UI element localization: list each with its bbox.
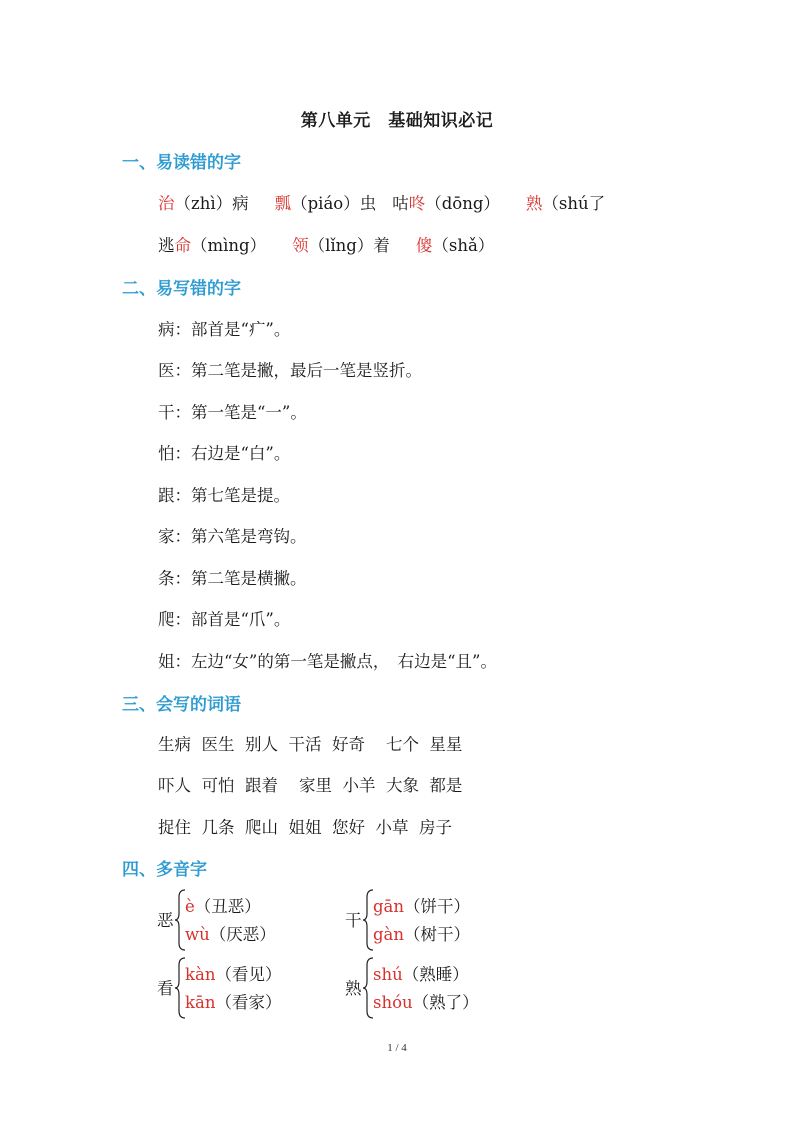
example-word: （看见） bbox=[215, 965, 282, 984]
reading-char: 领 bbox=[292, 236, 309, 255]
section-heading-3: 三、会写的词语 bbox=[122, 695, 241, 715]
reading-line-1 bbox=[158, 190, 605, 214]
writing-item: 怕：右边是“白”。 bbox=[158, 444, 291, 463]
example-word: （熟睡） bbox=[402, 965, 469, 984]
pinyin: kàn bbox=[185, 965, 216, 984]
reading-char: 命 bbox=[174, 236, 191, 255]
writing-item: 条：第二笔是横撇。 bbox=[158, 569, 307, 588]
polyphone-char: 熟 bbox=[345, 979, 362, 998]
reading-char: 熟 bbox=[525, 194, 543, 213]
writing-item: 家：第六笔是弯钩。 bbox=[158, 527, 307, 546]
writing-item: 医：第二笔是撇，最后一笔是竖折。 bbox=[158, 361, 422, 380]
writing-item: 跟：第七笔是提。 bbox=[158, 486, 290, 505]
section-heading-1: 一、易读错的字 bbox=[122, 153, 241, 173]
page-title: 第八单元 基础知识必记 bbox=[300, 111, 494, 131]
example-word: （丑恶） bbox=[194, 897, 261, 916]
reading-pinyin: （shú了 bbox=[542, 194, 606, 213]
word-row: 生病 医生 别人 干活 好奇 七个 星星 bbox=[158, 735, 463, 754]
polyphone-char: 看 bbox=[157, 979, 174, 998]
section-heading-2: 二、易写错的字 bbox=[122, 279, 241, 299]
reading-pinyin: （lǐng）着 bbox=[308, 236, 390, 255]
pinyin: kān bbox=[185, 993, 216, 1012]
pinyin: gàn bbox=[373, 925, 405, 944]
writing-item: 姐：左边“女”的第一笔是撇点， 右边是“且”。 bbox=[158, 652, 497, 671]
example-word: （饼干） bbox=[404, 897, 471, 916]
reading-pinyin: （zhì）病 bbox=[174, 194, 249, 213]
reading-char: 傻 bbox=[415, 236, 433, 255]
example-word: （看家） bbox=[215, 993, 282, 1012]
example-word: （厌恶） bbox=[209, 925, 276, 944]
polyphone-char: 恶 bbox=[157, 911, 174, 930]
example-word: （熟了） bbox=[412, 993, 479, 1012]
reading-pinyin: （piáo）虫 bbox=[291, 194, 377, 213]
polyphone-char: 干 bbox=[345, 911, 362, 930]
word-row: 捉住 几条 爬山 姐姐 您好 小草 房子 bbox=[158, 818, 452, 837]
writing-item: 干：第一笔是“一”。 bbox=[158, 403, 307, 422]
reading-char: 逃 bbox=[158, 236, 175, 255]
reading-pinyin: （dōng） bbox=[425, 194, 500, 213]
reading-char: 咚 bbox=[408, 194, 426, 213]
pinyin: gān bbox=[373, 897, 405, 916]
section-heading-4: 四、多音字 bbox=[122, 860, 207, 880]
reading-pinyin: （mìng） bbox=[191, 236, 267, 255]
example-word: （树干） bbox=[404, 925, 471, 944]
reading-char: 瓢 bbox=[274, 194, 292, 213]
writing-item: 病：部首是“疒”。 bbox=[158, 320, 291, 339]
reading-line-2 bbox=[158, 232, 494, 256]
pinyin: wù bbox=[185, 925, 210, 944]
pinyin: è bbox=[185, 897, 195, 916]
word-row: 吓人 可怕 跟着 家里 小羊 大象 都是 bbox=[158, 776, 463, 795]
page-number: 1 / 4 bbox=[387, 1042, 407, 1054]
pinyin: shú bbox=[373, 965, 403, 984]
reading-pinyin: （shǎ） bbox=[432, 236, 495, 255]
reading-char: 治 bbox=[158, 194, 175, 213]
writing-item: 爬：部首是“爪”。 bbox=[158, 610, 291, 629]
pinyin: shóu bbox=[373, 993, 413, 1012]
reading-char: 咕 bbox=[392, 194, 409, 213]
